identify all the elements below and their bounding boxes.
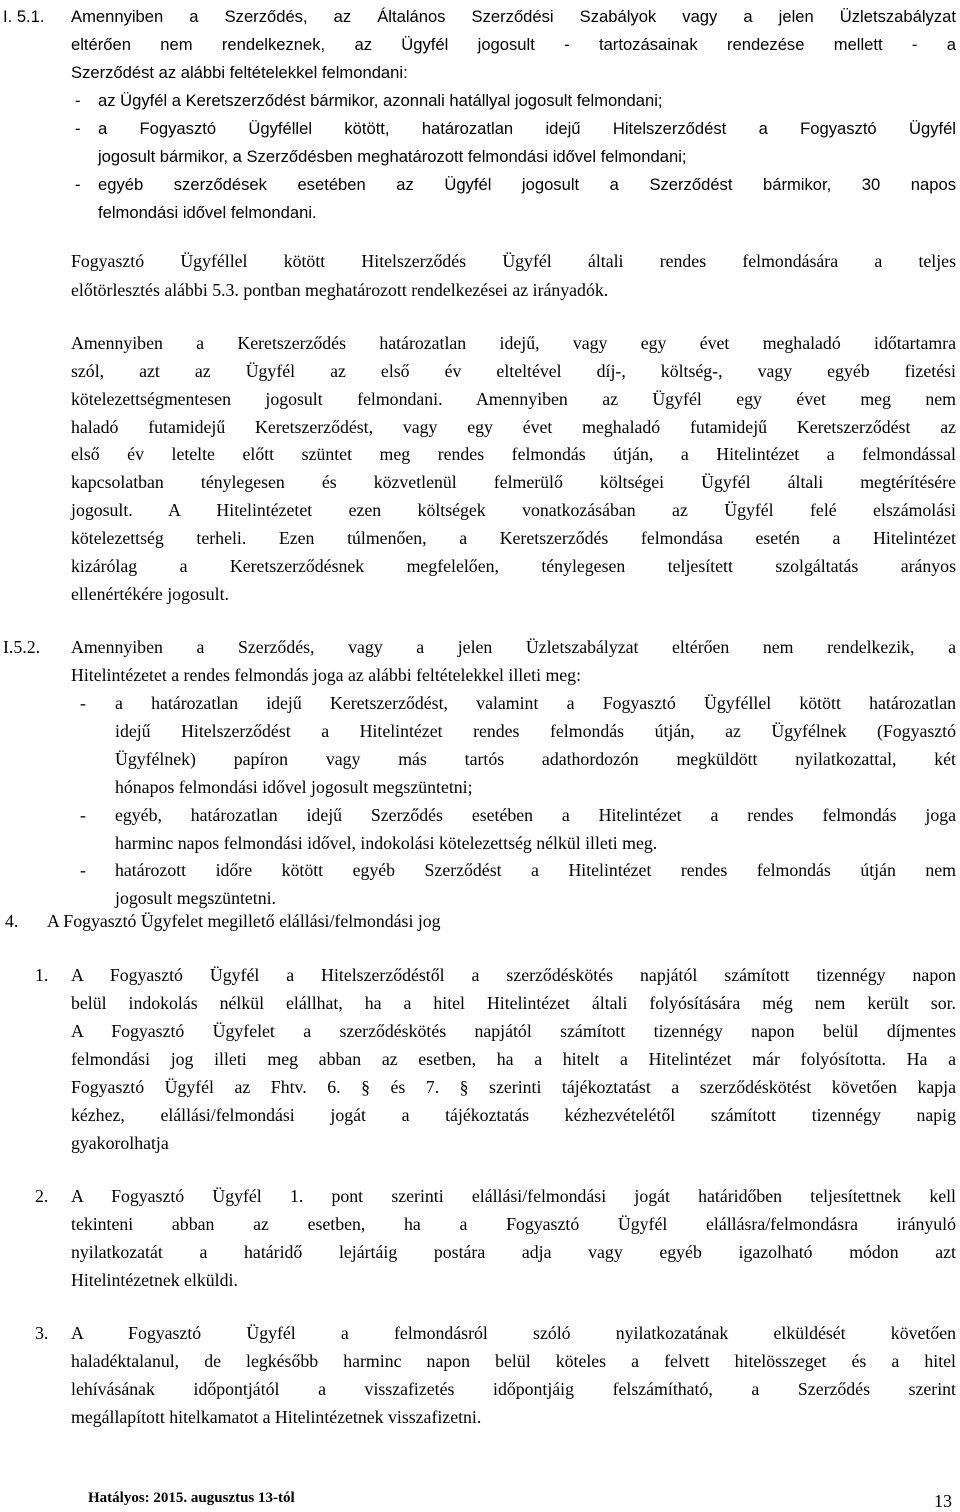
paragraph-line: Amennyiben a Keretszerződés határozatlan idejű, vagy egy évet meghaladó időtartamra bbox=[71, 333, 956, 353]
list-dash: - bbox=[80, 805, 86, 825]
paragraph-line: eltérően nem rendelkeznek, az Ügyfél jogosult - tartozásainak rendezése mellett - a bbox=[71, 35, 956, 54]
list-item-line: harminc napos felmondási idővel, indokolási kötelezettség nélkül illeti meg. bbox=[115, 833, 658, 853]
paragraph-line: kizárólag a Keretszerződésnek megfelelően, ténylegesen teljesített szolgáltatás arányos bbox=[71, 556, 956, 576]
list-item-line: hónapos felmondási idővel jogosult megszüntetni; bbox=[115, 777, 473, 797]
list-item-line: egyéb, határozatlan idejű Szerződés esetében a Hitelintézet a rendes felmondás joga bbox=[115, 805, 956, 825]
paragraph-line: Szerződést az alábbi feltételekkel felmondani: bbox=[71, 63, 408, 82]
paragraph-line: szól, azt az Ügyfél az első év elteltével díj-, költség-, vagy egyéb fizetési bbox=[71, 361, 956, 381]
list-item-line: a határozatlan idejű Keretszerződést, valamint a Fogyasztó Ügyféllel kötött határozatlan bbox=[115, 693, 956, 713]
paragraph-line: első év letelte előtt szüntet meg rendes felmondás útján, a Hitelintézet a felmondással bbox=[71, 444, 956, 464]
item-number: 1. bbox=[35, 965, 49, 985]
paragraph-line: Amennyiben a Szerződés, vagy a jelen Üzletszabályzat eltérően nem rendelkezik, a bbox=[71, 637, 956, 657]
item-line: megállapított hitelkamatot a Hitelintézetnek visszafizetni. bbox=[71, 1407, 482, 1427]
item-line: tekinteni abban az esetben, ha a Fogyasztó Ügyfél elállásra/felmondásra irányuló bbox=[71, 1214, 956, 1234]
list-item-line: a Fogyasztó Ügyféllel kötött, határozatlan idejű Hitelszerződést a Fogyasztó Ügyfél bbox=[98, 119, 956, 138]
paragraph-line: ellenértékére jogosult. bbox=[71, 584, 229, 604]
list-dash: - bbox=[80, 860, 86, 880]
item-number: 3. bbox=[35, 1323, 49, 1343]
item-line: kézhez, elállási/felmondási jogát a tájékoztatás kézhezvételétől számított tizennégy napig bbox=[71, 1105, 956, 1125]
section-heading: A Fogyasztó Ügyfelet megillető elállási/felmondási jog bbox=[47, 911, 441, 931]
list-item-line: egyéb szerződések esetében az Ügyfél jogosult a Szerződést bármikor, 30 napos bbox=[98, 175, 956, 194]
item-line: A Fogyasztó Ügyfél a Hitelszerződéstől a szerződéskötés napjától számított tizennégy napon bbox=[71, 965, 956, 985]
effective-date-footer: Hatályos: 2015. augusztus 13-tól bbox=[88, 1490, 295, 1506]
paragraph-line: Amennyiben a Szerződés, az Általános Szerződési Szabályok vagy a jelen Üzletszabályzat bbox=[71, 7, 956, 26]
item-line: A Fogyasztó Ügyfél a felmondásról szóló nyilatkozatának elküldését követően bbox=[71, 1323, 956, 1343]
page-number: 13 bbox=[934, 1491, 952, 1511]
paragraph-line: Hitelintézetet a rendes felmondás joga az alábbi feltételekkel illeti meg: bbox=[71, 665, 582, 685]
list-item-line: Ügyfélnek) papíron vagy más tartós adathordozón megküldött nyilatkozattal, két bbox=[115, 749, 956, 769]
paragraph-line: jogosult. A Hitelintézetet ezen költségek vonatkozásában az Ügyfél felé elszámolási bbox=[71, 500, 956, 520]
section-number: I.5.2. bbox=[3, 637, 41, 657]
item-line: haladéktalanul, de legkésőbb harminc napon belül köteles a felvett hitelösszeget és a hitel bbox=[71, 1351, 956, 1371]
paragraph-line: kötelezettségmentesen jogosult felmondani. Amennyiben az Ügyfél egy évet meg nem bbox=[71, 389, 956, 409]
list-item-line: idejű Hitelszerződést a Hitelintézet rendes felmondás útján, az Ügyfélnek (Fogyasztó bbox=[115, 721, 956, 741]
item-line: A Fogyasztó Ügyfél 1. pont szerinti elállási/felmondási jogát határidőben teljesítettnek kell bbox=[71, 1186, 956, 1206]
paragraph-line: előtörlesztés alábbi 5.3. pontban meghatározott rendelkezései az irányadók. bbox=[71, 280, 609, 300]
item-line: A Fogyasztó Ügyfelet a szerződéskötés napjától számított tizennégy napon belül díjmentes bbox=[71, 1021, 956, 1041]
item-line: felmondási jog illeti meg abban az esetben, ha a hitelt a Hitelintézet már folyósította. Ha a bbox=[71, 1049, 956, 1069]
list-dash: - bbox=[75, 91, 81, 110]
list-item-line: felmondási idővel felmondani. bbox=[98, 203, 317, 222]
item-line: lehívásának időpontjától a visszafizetés időpontjáig felszámítható, a Szerződés szerint bbox=[71, 1379, 956, 1399]
paragraph-line: kötelezettség terheli. Ezen túlmenően, a Keretszerződés felmondása esetén a Hitelintézet bbox=[71, 528, 956, 548]
list-item-line: jogosult bármikor, a Szerződésben meghatározott felmondási idővel felmondani; bbox=[98, 147, 687, 166]
list-dash: - bbox=[75, 175, 81, 194]
list-dash: - bbox=[75, 119, 81, 138]
list-dash: - bbox=[80, 693, 86, 713]
item-line: Fogyasztó Ügyfél az Fhtv. 6. § és 7. § szerinti tájékoztatást a szerződéskötést követően kapja bbox=[71, 1077, 956, 1097]
section-number: 4. bbox=[5, 911, 19, 931]
list-item-line: határozott időre kötött egyéb Szerződést a Hitelintézet rendes felmondás útján nem bbox=[115, 860, 956, 880]
item-number: 2. bbox=[35, 1186, 49, 1206]
paragraph-line: Fogyasztó Ügyféllel kötött Hitelszerződés Ügyfél általi rendes felmondására a teljes bbox=[71, 251, 956, 271]
section-number: I. 5.1. bbox=[3, 7, 45, 26]
list-item-line: az Ügyfél a Keretszerződést bármikor, azonnali hatállyal jogosult felmondani; bbox=[98, 91, 663, 110]
paragraph-line: haladó futamidejű Keretszerződést, vagy egy évet meghaladó futamidejű Keretszerződést az bbox=[71, 417, 956, 437]
item-line: nyilatkozatát a határidő lejártáig postára adja vagy egyéb igazolható módon azt bbox=[71, 1242, 956, 1262]
list-item-line: jogosult megszüntetni. bbox=[115, 888, 277, 908]
paragraph-line: kapcsolatban ténylegesen és közvetlenül felmerülő költségei Ügyfél általi megtérítésére bbox=[71, 472, 956, 492]
item-line: gyakorolhatja bbox=[71, 1133, 169, 1153]
item-line: belül indokolás nélkül elállhat, ha a hitel Hitelintézet általi folyósítására még nem került sor. bbox=[71, 993, 956, 1013]
item-line: Hitelintézetnek elküldi. bbox=[71, 1270, 238, 1290]
